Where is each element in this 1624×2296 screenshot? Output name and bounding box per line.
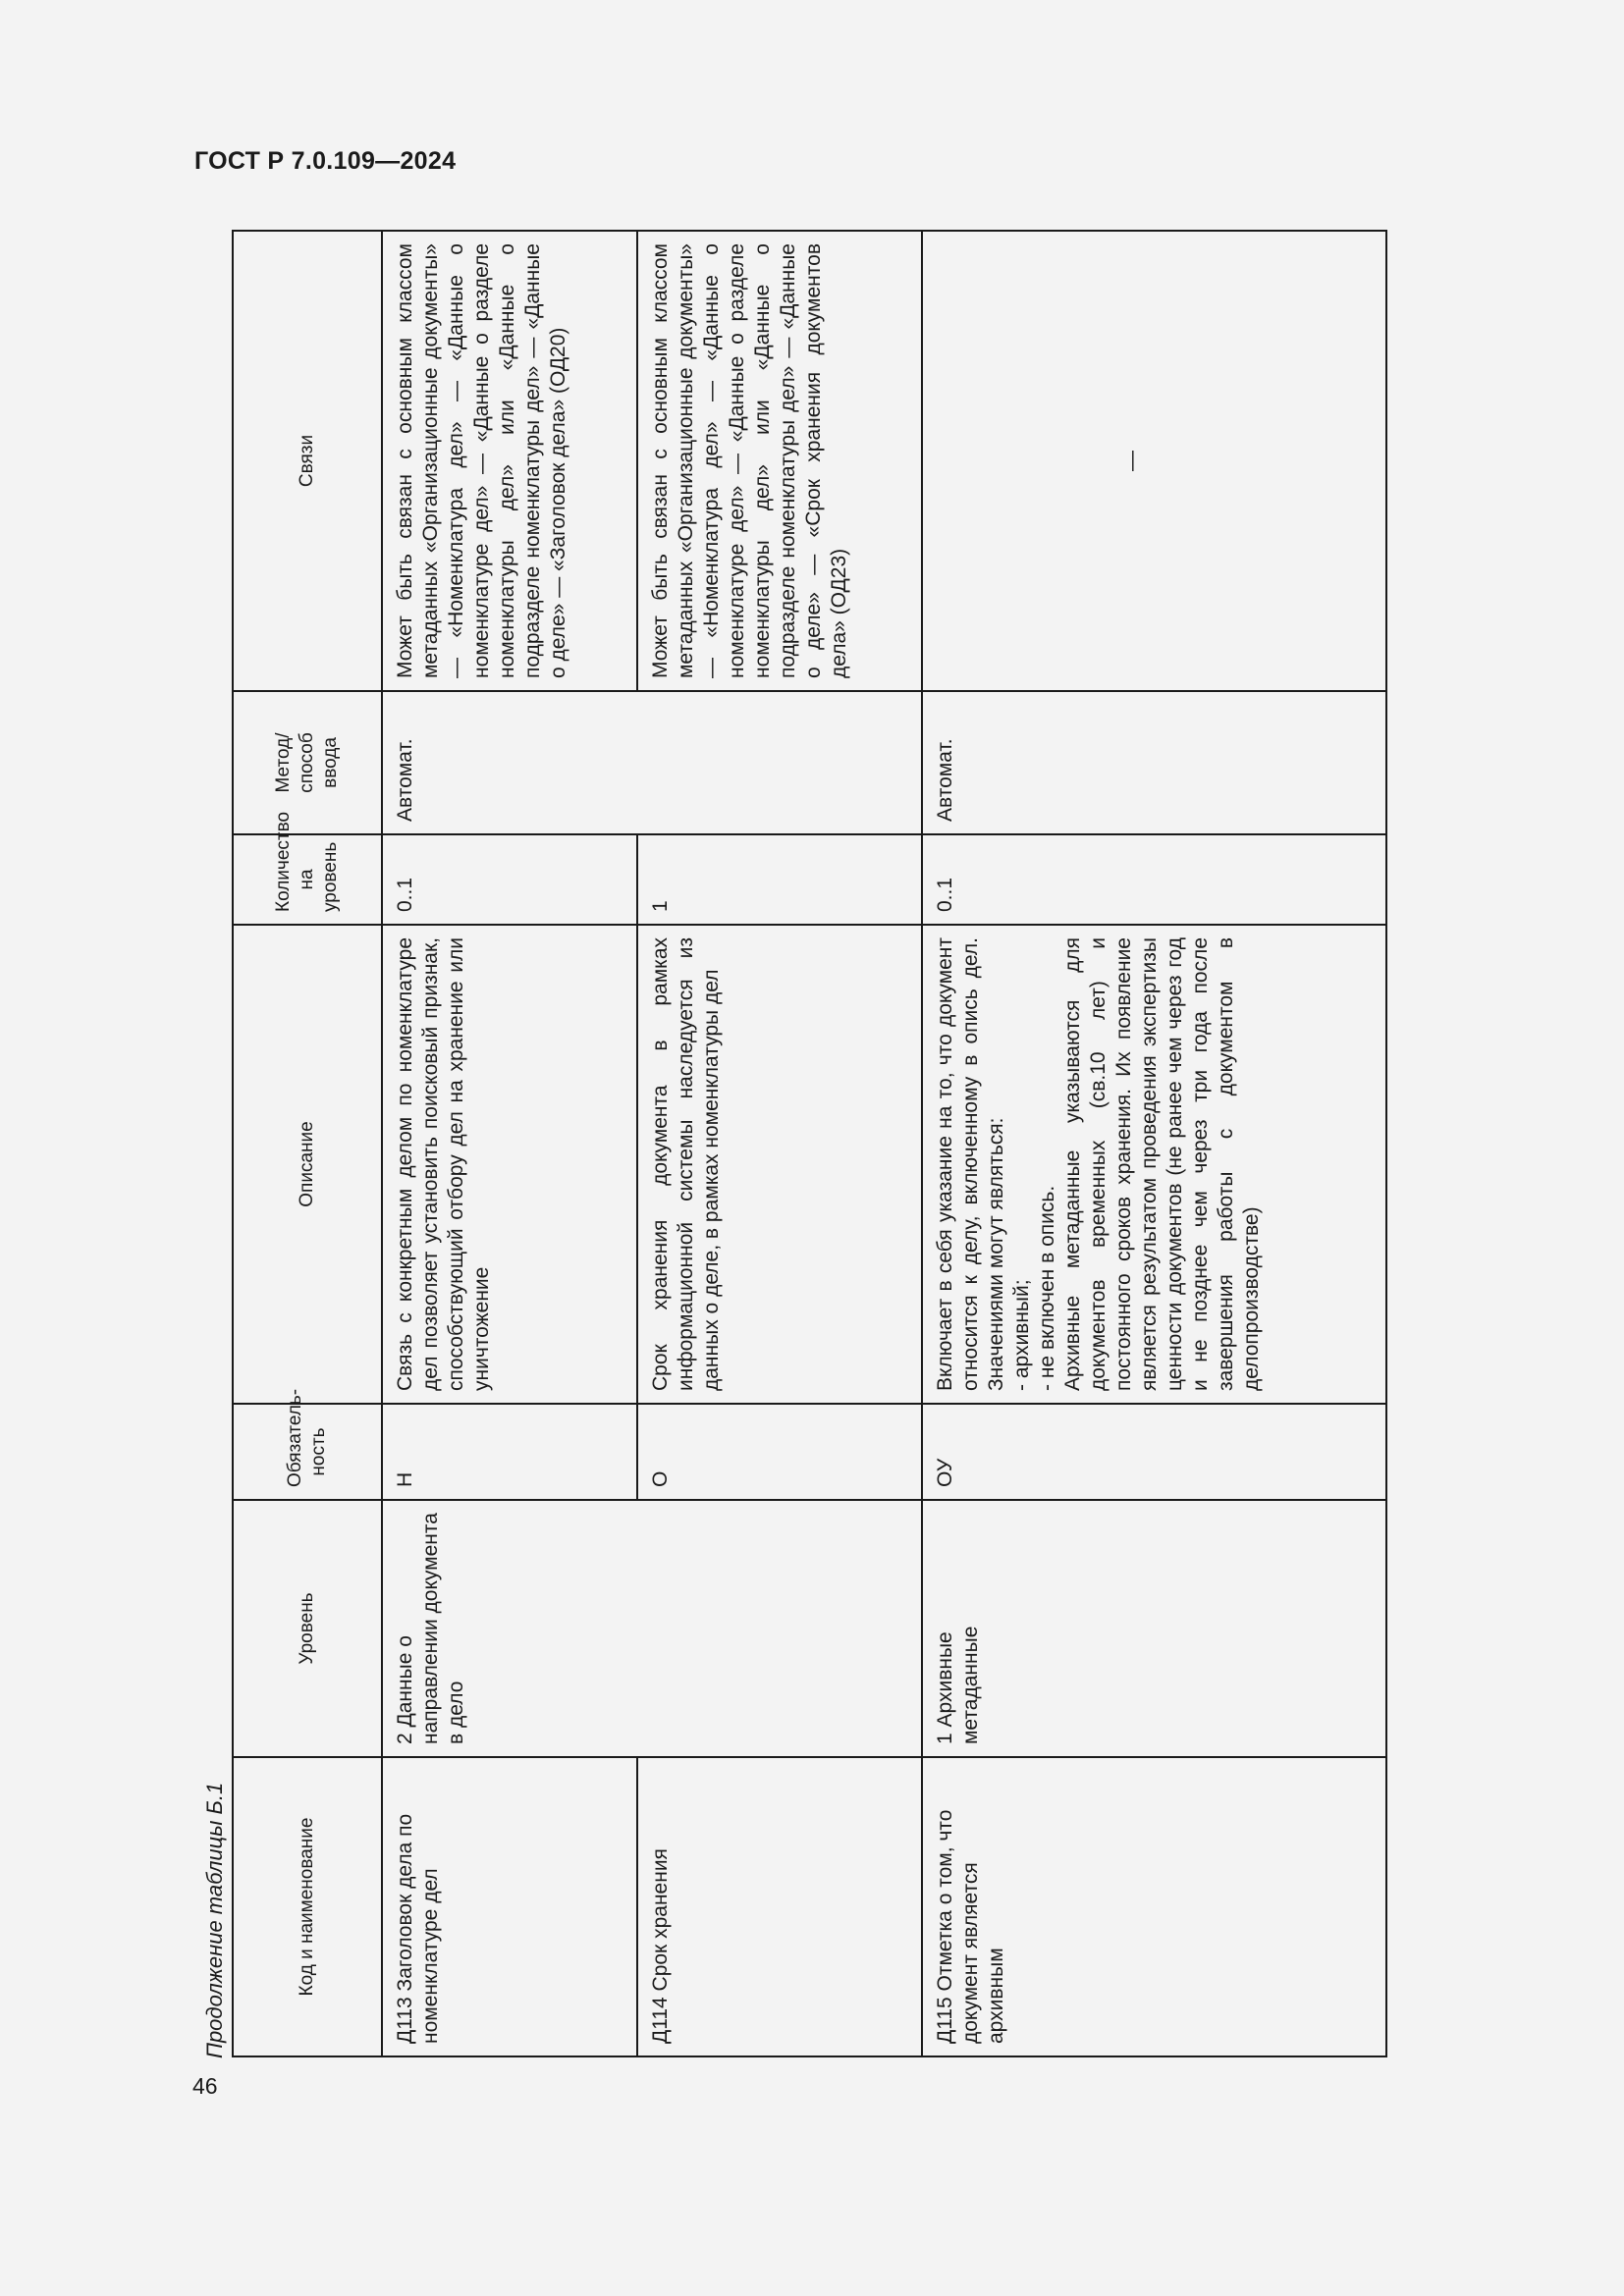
column-header-description: Описание <box>233 925 382 1404</box>
cell-links: — <box>922 231 1386 691</box>
cell-obligation: ОУ <box>922 1404 1386 1500</box>
cell-level: 2 Данные о направлении документа в дело <box>382 1500 922 1757</box>
cell-quantity: 0..1 <box>382 834 637 925</box>
table-row <box>382 231 637 2056</box>
document-header: ГОСТ Р 7.0.109—2024 <box>194 147 457 175</box>
cell-description: Срок хранения документа в рамках информационной системы наследуется из данных о деле, в рамках номенклатуры дел <box>637 925 922 1404</box>
cell-method: Автомат. <box>382 691 922 834</box>
column-header-quantity: Количество на уровень <box>233 834 382 925</box>
cell-links: Может быть связан с основным классом метаданных «Организационные документы» — «Номенклатура дел» — «Данные о номенклатуре дел» — «Данные о разделе номенклатуры дел» или «Данные о подразделе номенклатуры дел» — «Данные о деле» — «Срок хранения документов дела» (ОД23) <box>637 231 922 691</box>
column-header-obligation: Обязатель- ность <box>233 1404 382 1500</box>
cell-code: Д113 Заголовок дела по номенклатуре дел <box>382 1757 637 2056</box>
table-row <box>637 231 922 2056</box>
table-caption: Продолжение таблицы Б.1 <box>202 1782 227 2058</box>
metadata-table <box>232 230 1387 2057</box>
cell-method: Автомат. <box>922 691 1386 834</box>
cell-quantity: 0..1 <box>922 834 1386 925</box>
column-header-method: Метод/ способ ввода <box>233 691 382 834</box>
cell-description: Включает в себя указание на то, что документ относится к делу, включенному в опись дел. Значениями могут являться: - архивный; - не включен в опись. Архивные метаданные указываются для документов временных (св.10 лет) и постоянного сроков хранения. Их появление является результатом проведения экспертизы ценности документов (не ранее чем через год и не позднее чем через три года после завершения работы с документом в делопроизводстве) <box>922 925 1386 1404</box>
column-header-links: Связи <box>233 231 382 691</box>
cell-quantity: 1 <box>637 834 922 925</box>
column-header-code: Код и наименование <box>233 1757 382 2056</box>
column-header-level: Уровень <box>233 1500 382 1757</box>
cell-obligation: О <box>637 1404 922 1500</box>
cell-level: 1 Архивные метаданные <box>922 1500 1386 1757</box>
cell-obligation: Н <box>382 1404 637 1500</box>
cell-links: Может быть связан с основным классом метаданных «Организационные документы» — «Номенклатура дел» — «Данные о номенклатуре дел» — «Данные о разделе номенклатуры дел» или «Данные о подразделе номенклатуры дел» — «Данные о деле» — «Заголовок дела» (ОД20) <box>382 231 637 691</box>
page-number: 46 <box>192 2073 218 2099</box>
table-row <box>922 231 1386 2056</box>
cell-code: Д115 Отметка о том, что документ является архивным <box>922 1757 1386 2056</box>
table-header-row <box>233 231 382 2056</box>
cell-description: Связь с конкретным делом по номенклатуре дел позволяет установить поисковый признак, способствующий отбору дел на хранение или уничтожение <box>382 925 637 1404</box>
cell-code: Д114 Срок хранения <box>637 1757 922 2056</box>
rotated-table-container <box>232 232 1385 2057</box>
